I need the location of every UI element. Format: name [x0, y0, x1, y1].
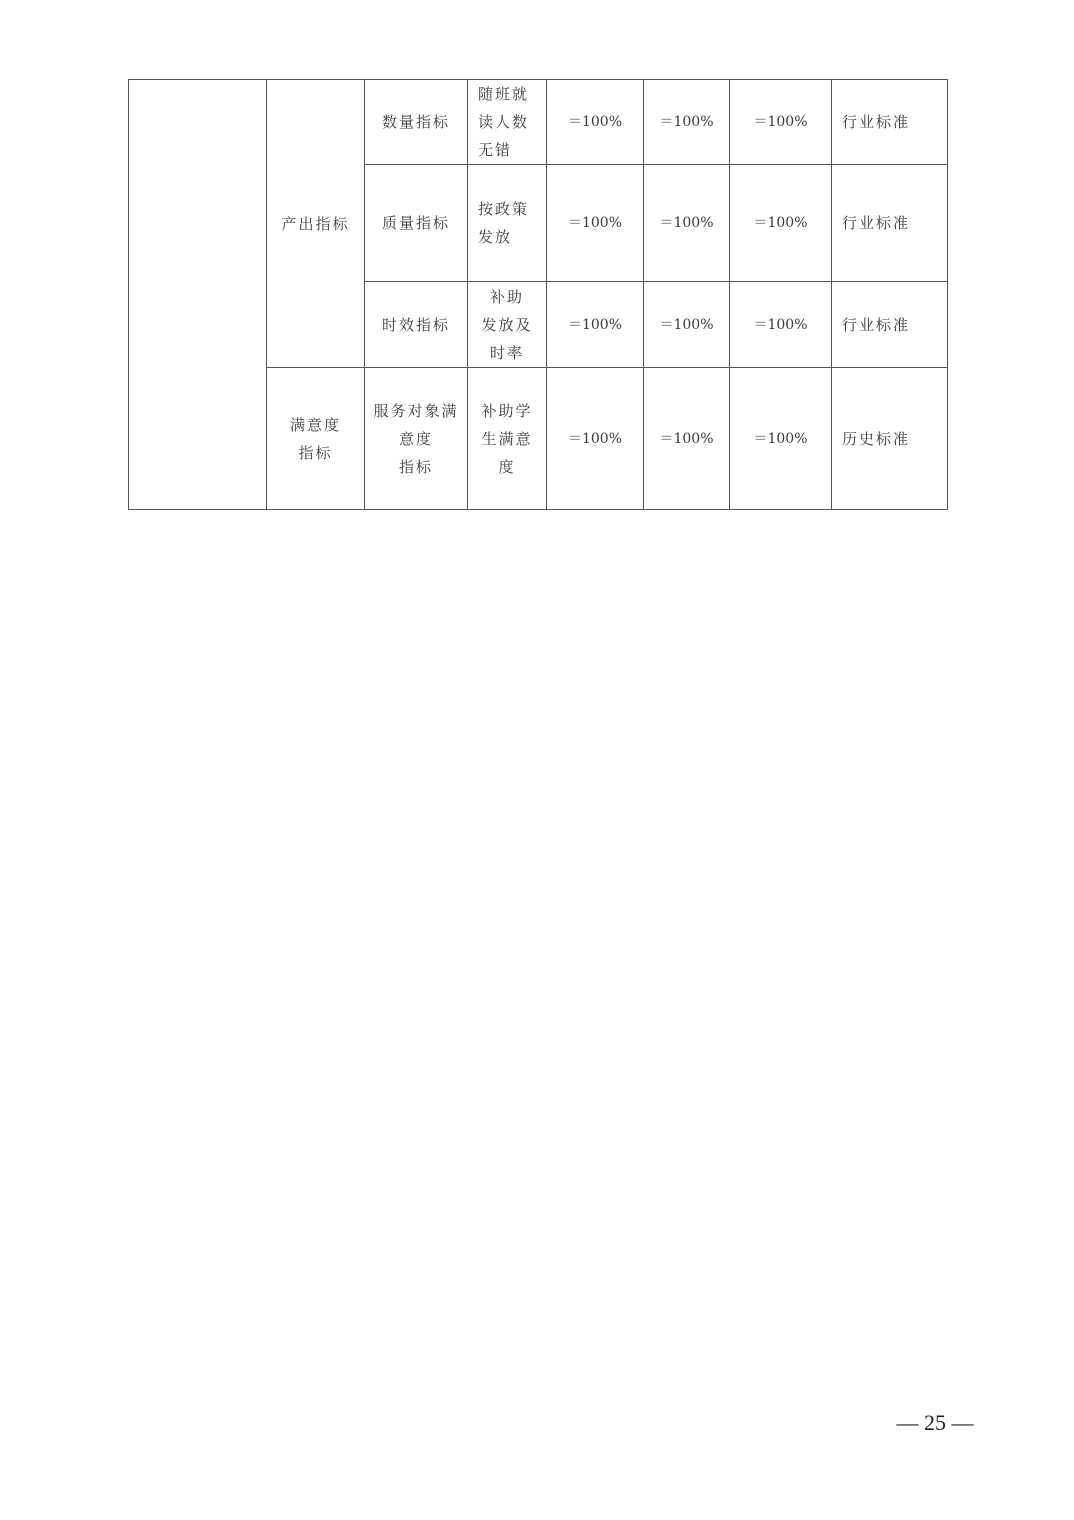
value-cell: ＝100%: [644, 80, 730, 165]
performance-indicator-table: [128, 79, 948, 510]
value-cell: ＝100%: [547, 165, 644, 282]
basis-cell: 行业标准: [832, 80, 948, 165]
page-number: — 25 —: [896, 1410, 974, 1435]
basis-cell: 行业标准: [832, 165, 948, 282]
level4-indicator-cell: 补助学 生满意 度: [468, 368, 547, 510]
level4-indicator-cell: 补助 发放及 时率: [468, 282, 547, 368]
level2-indicator-cell: 满意度 指标: [267, 368, 365, 510]
value-cell: ＝100%: [644, 282, 730, 368]
level3-indicator-cell: 服务对象满 意度 指标: [365, 368, 468, 510]
level2-indicator-cell: 产出指标: [267, 80, 365, 368]
level4-indicator-cell: 随班就 读人数 无错: [468, 80, 547, 165]
value-cell: ＝100%: [644, 165, 730, 282]
basis-cell: 行业标准: [832, 282, 948, 368]
value-cell: ＝100%: [730, 368, 832, 510]
level3-indicator-cell: 质量指标: [365, 165, 468, 282]
level3-indicator-cell: 数量指标: [365, 80, 468, 165]
level4-indicator-cell: 按政策 发放: [468, 165, 547, 282]
level3-indicator-cell: 时效指标: [365, 282, 468, 368]
basis-cell: 历史标准: [832, 368, 948, 510]
value-cell: ＝100%: [547, 368, 644, 510]
level1-indicator-cell: [129, 80, 267, 510]
value-cell: ＝100%: [730, 165, 832, 282]
value-cell: ＝100%: [730, 282, 832, 368]
value-cell: ＝100%: [644, 368, 730, 510]
value-cell: ＝100%: [547, 80, 644, 165]
value-cell: ＝100%: [730, 80, 832, 165]
value-cell: ＝100%: [547, 282, 644, 368]
table-row: [129, 80, 948, 165]
